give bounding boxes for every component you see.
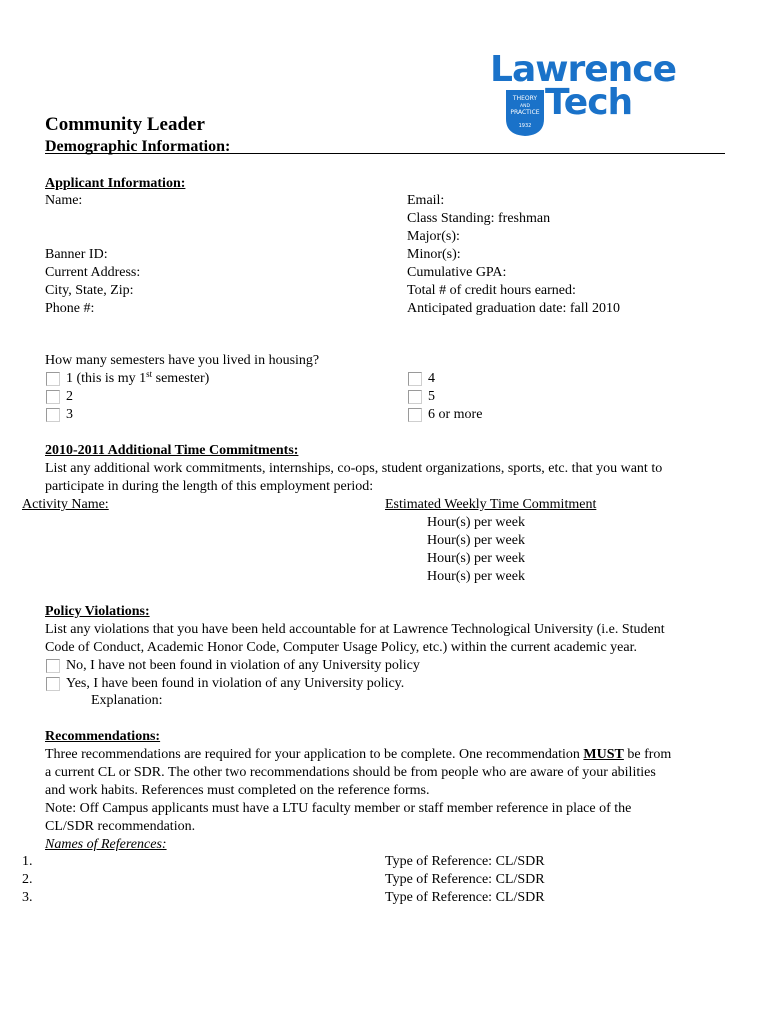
recommendations-text-line1: Three recommendations are required for your application to be complete. One recommendation MUST be from [45, 747, 672, 762]
hours-per-week-row: Hour(s) per week [427, 533, 525, 548]
reference-type: Type of Reference: CL/SDR [385, 854, 545, 869]
svg-text:1932: 1932 [518, 123, 532, 129]
logo-word-tech: Tech [545, 82, 633, 123]
weekly-time-column-header: Estimated Weekly Time Commitment [385, 497, 597, 512]
yes-violation-checkbox[interactable] [46, 677, 60, 691]
housing-option-5-checkbox[interactable] [408, 390, 422, 404]
yes-violation-label: Yes, I have been found in violation of any University policy. [66, 676, 405, 691]
reference-number: 1. [22, 854, 33, 869]
names-of-references-label: Names of References: [45, 837, 167, 852]
name-field-label: Name: [45, 193, 83, 208]
reference-type: Type of Reference: CL/SDR [385, 872, 545, 887]
housing-option-2-label: 2 [66, 389, 73, 404]
housing-option-3-checkbox[interactable] [46, 408, 60, 422]
applicant-info-heading: Applicant Information: [45, 176, 186, 191]
header-rule [45, 153, 725, 154]
minors-field-label: Minor(s): [407, 247, 461, 262]
no-violation-label: No, I have not been found in violation of any University policy [66, 658, 420, 673]
housing-option-3-label: 3 [66, 407, 73, 422]
banner-id-field-label: Banner ID: [45, 247, 108, 262]
housing-option-6-checkbox[interactable] [408, 408, 422, 422]
credit-hours-field-label: Total # of credit hours earned: [407, 283, 576, 298]
housing-option-1-label: 1 (this is my 1st semester) [66, 369, 210, 386]
policy-violations-heading: Policy Violations: [45, 604, 150, 619]
housing-option-6-label: 6 or more [428, 407, 483, 422]
email-field-label: Email: [407, 193, 445, 208]
section-demographic-heading: Demographic Information: [45, 138, 231, 155]
recommendations-heading: Recommendations: [45, 729, 161, 744]
current-address-field-label: Current Address: [45, 265, 141, 280]
class-standing-field: Class Standing: freshman [407, 211, 551, 226]
page-title: Community Leader [45, 114, 205, 135]
recommendations-text-line3: and work habits. References must completed on the reference forms. [45, 783, 430, 798]
majors-field-label: Major(s): [407, 229, 460, 244]
cumulative-gpa-field-label: Cumulative GPA: [407, 265, 507, 280]
housing-question: How many semesters have you lived in housing? [45, 353, 320, 368]
reference-type: Type of Reference: CL/SDR [385, 890, 545, 905]
recommendations-text-line2: a current CL or SDR. The other two recommendations should be from people who are aware of your abilities [45, 765, 656, 780]
no-violation-checkbox[interactable] [46, 659, 60, 673]
graduation-date-field: Anticipated graduation date: fall 2010 [407, 301, 621, 316]
hours-per-week-row: Hour(s) per week [427, 551, 525, 566]
explanation-field-label: Explanation: [91, 693, 163, 708]
policy-instructions-line2: Code of Conduct, Academic Honor Code, Computer Usage Policy, etc.) within the current academic year. [45, 640, 637, 655]
recommendations-note-line1: Note: Off Campus applicants must have a LTU faculty member or staff member reference in place of the [45, 801, 632, 816]
recommendations-note-line2: CL/SDR recommendation. [45, 819, 196, 834]
reference-number: 2. [22, 872, 33, 887]
logo-word-lawrence: Lawrence [490, 49, 677, 90]
policy-instructions-line1: List any violations that you have been held accountable for at Lawrence Technological University (i.e. Student [45, 622, 665, 637]
svg-text:AND: AND [520, 104, 530, 109]
commitments-heading: 2010-2011 Additional Time Commitments: [45, 443, 299, 458]
theory-and-practice-seal-icon [505, 89, 545, 137]
activity-name-column-header: Activity Name: [22, 497, 109, 512]
svg-text:THEORY: THEORY [512, 95, 538, 102]
hours-per-week-row: Hour(s) per week [427, 515, 525, 530]
housing-option-4-label: 4 [428, 371, 435, 386]
housing-option-5-label: 5 [428, 389, 435, 404]
housing-option-4-checkbox[interactable] [408, 372, 422, 386]
svg-text:PRACTICE: PRACTICE [510, 109, 540, 116]
commitments-instructions-line1: List any additional work commitments, internships, co-ops, student organizations, sports, etc. that you want to [45, 461, 663, 476]
housing-option-2-checkbox[interactable] [46, 390, 60, 404]
city-state-zip-field-label: City, State, Zip: [45, 283, 134, 298]
hours-per-week-row: Hour(s) per week [427, 569, 525, 584]
phone-field-label: Phone #: [45, 301, 95, 316]
commitments-instructions-line2: participate in during the length of this employment period: [45, 479, 374, 494]
housing-option-1-checkbox[interactable] [46, 372, 60, 386]
reference-number: 3. [22, 890, 33, 905]
